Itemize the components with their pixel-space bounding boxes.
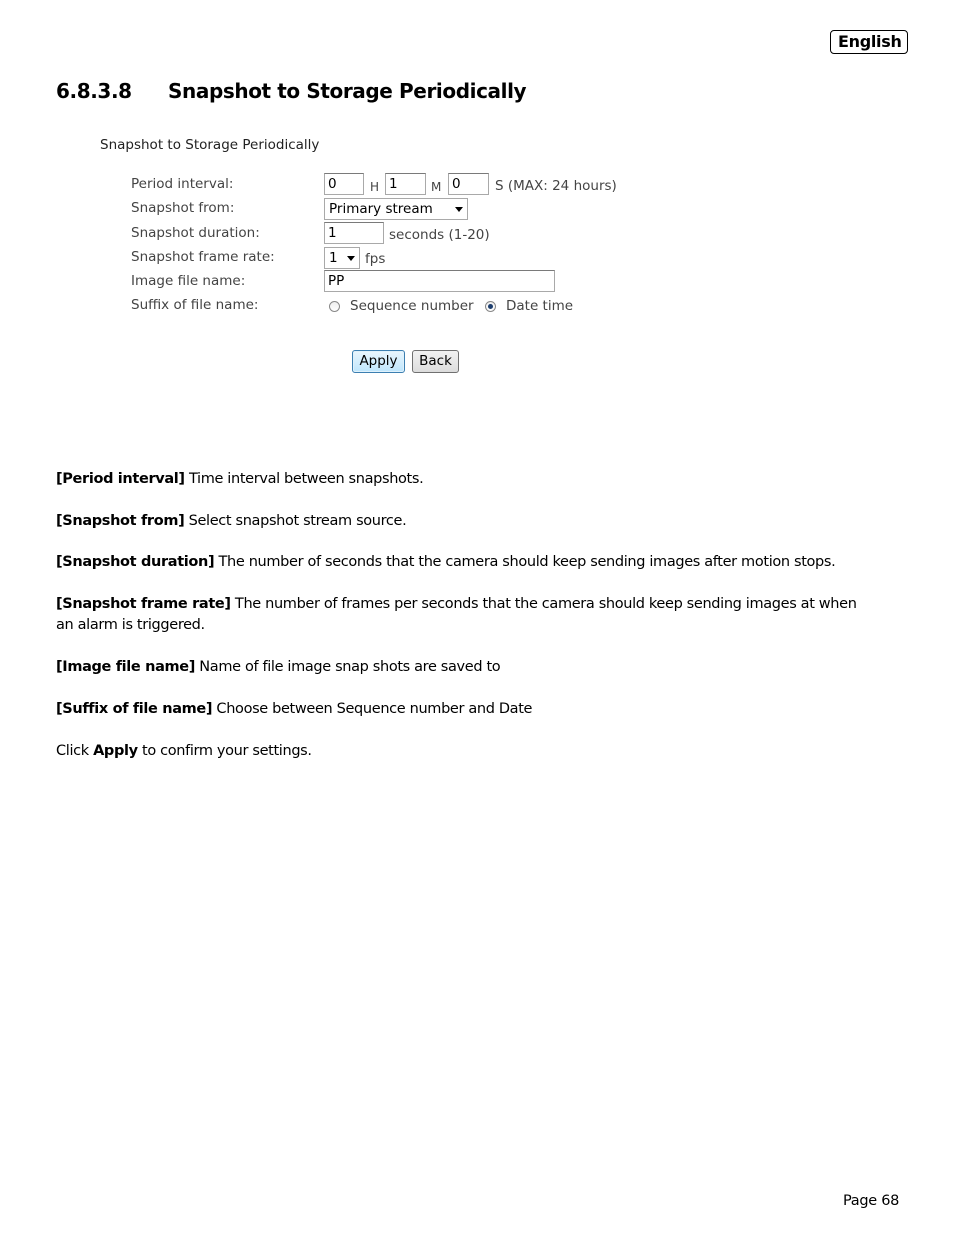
back-button[interactable]: Back [412,350,459,373]
chevron-down-icon [455,207,463,212]
description-snapshot-from [56,511,876,532]
description-text: Choose between Sequence number and Date [212,701,533,717]
section-number: 6.8.3.8 [56,79,132,103]
closing-apply: Apply [93,743,138,759]
period-seconds-input[interactable]: 0 [448,173,489,195]
section-title: Snapshot to Storage Periodically [168,79,527,103]
description-frame-rate [56,594,876,636]
frame-rate-select[interactable] [324,247,360,269]
sequence-number-option: Sequence number [350,298,474,314]
snapshot-duration-input[interactable]: 1 [324,222,384,244]
snapshot-settings-screenshot [0,0,954,400]
term: [Snapshot from] [56,513,185,529]
frame-rate-value: 1 [329,250,338,266]
closing-instruction [56,741,876,762]
term: [Snapshot duration] [56,554,215,570]
frame-rate-unit: fps [365,251,386,267]
seconds-unit-note: S (MAX: 24 hours) [495,178,617,194]
closing-prefix: Click [56,743,94,759]
description-snapshot-duration [56,552,876,573]
sequence-number-radio[interactable] [329,301,340,312]
description-text: The number of frames per seconds that the camera should keep sending images at when an alarm is triggered. [56,596,857,633]
description-period-interval [56,469,876,490]
description-text: Time interval between snapshots. [184,471,424,487]
image-file-name-input[interactable]: PP [324,270,555,292]
period-interval-label: Period interval: [131,176,234,192]
frame-rate-label: Snapshot frame rate: [131,249,275,265]
minutes-unit: M [431,180,442,194]
snapshot-duration-label: Snapshot duration: [131,225,260,241]
chevron-down-icon [347,256,355,261]
term: [Image file name] [56,659,196,675]
description-text: Select snapshot stream source. [184,513,407,529]
period-minutes-input[interactable]: 1 [385,173,426,195]
page-number: Page 68 [843,1193,900,1209]
suffix-label: Suffix of file name: [131,297,259,313]
snapshot-from-label: Snapshot from: [131,200,235,216]
duration-unit: seconds (1-20) [389,227,490,243]
term: [Period interval] [56,471,185,487]
period-hours-input[interactable]: 0 [324,173,364,195]
closing-suffix: to confirm your settings. [137,743,312,759]
term: [Snapshot frame rate] [56,596,231,612]
snapshot-from-select[interactable] [324,198,468,220]
description-image-file-name [56,657,876,678]
description-suffix [56,699,876,720]
date-time-option: Date time [506,298,574,314]
apply-button[interactable]: Apply [352,350,405,373]
language-badge: English [830,30,908,54]
term: [Suffix of file name] [56,701,213,717]
description-text: Name of file image snap shots are saved to [195,659,501,675]
description-text: The number of seconds that the camera should keep sending images after motion stops. [214,554,836,570]
hours-unit: H [370,180,380,194]
date-time-radio[interactable] [485,301,496,312]
image-file-name-label: Image file name: [131,273,246,289]
snapshot-from-value: Primary stream [329,201,433,217]
panel-title: Snapshot to Storage Periodically [100,137,320,153]
